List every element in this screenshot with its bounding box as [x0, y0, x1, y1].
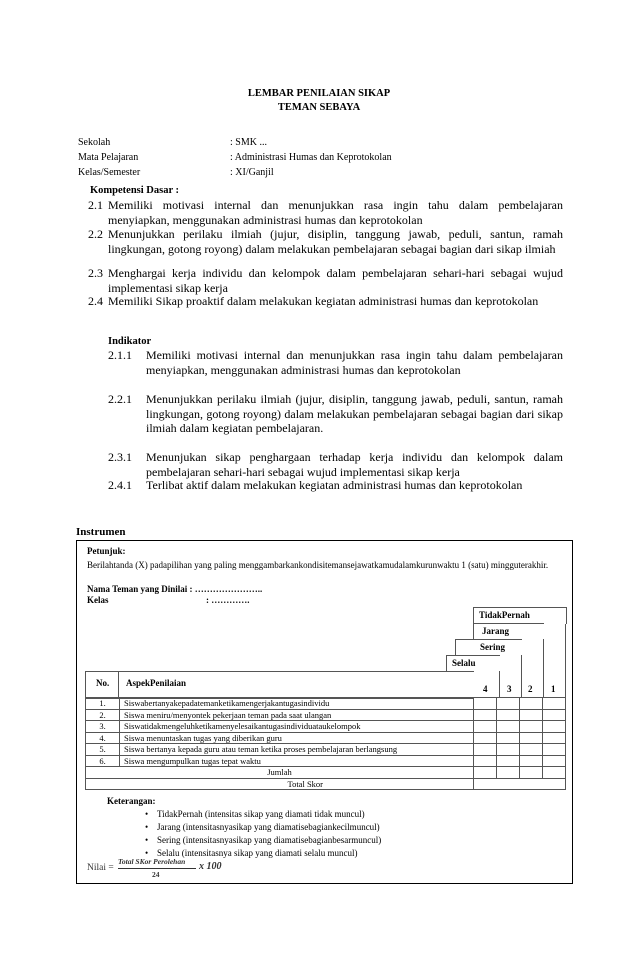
- header-score-2: 2: [528, 684, 533, 694]
- row-number: 6.: [86, 755, 120, 767]
- petunjuk-text: Berilahtanda (X) padapilihan yang paling menggambarkankondisitemansejawatkamudalamkurunwaktu 1 (satu) mingguterakhir.: [87, 560, 549, 570]
- level-jarang: [473, 623, 544, 640]
- info-label-kelas: Kelas/Semester: [78, 167, 141, 178]
- row-aspek: Siswa meniru/menyontek pekerjaan teman pada saat ulangan: [120, 709, 474, 721]
- row-number: 4.: [86, 732, 120, 744]
- info-value-mapel: : Administrasi Humas dan Keprotokolan: [230, 152, 392, 163]
- indikator-text: Menunjukan sikap penghargaan terhadap kerja individu dan kelompok dalam pembelajaran sehari-hari sebagai wujud implementasi sikap kerja: [146, 450, 563, 479]
- info-value-sekolah: : SMK ...: [230, 137, 267, 148]
- indikator-item: [108, 348, 563, 377]
- indikator-number: 2.4.1: [108, 478, 132, 492]
- indikator-number: 2.3.1: [108, 450, 132, 464]
- kd-item: [88, 266, 563, 295]
- divider: [118, 671, 119, 697]
- score-cell-2[interactable]: [520, 721, 543, 733]
- table-row: [86, 709, 566, 721]
- keterangan-item: • Sering (intensitasnyasikap yang diamatisebagianbesarmuncul): [157, 835, 381, 845]
- nilai-label: Nilai =: [87, 863, 114, 873]
- divider: [499, 671, 500, 697]
- kd-number: 2.2: [88, 227, 103, 241]
- table-row: [86, 744, 566, 756]
- row-aspek: Siswa menuntaskan tugas yang diberikan guru: [120, 732, 474, 744]
- jumlah-row: [86, 767, 566, 779]
- level-tidak-pernah: [473, 607, 567, 624]
- row-aspek: Siswa mengumpulkan tugas tepat waktu: [120, 755, 474, 767]
- row-aspek: Siswatidakmengeluhketikamenyelesaikantugasindividuataukelompok: [120, 721, 474, 733]
- score-cell-4[interactable]: [474, 732, 497, 744]
- formula-numerator: Total SKor Perolehan: [118, 857, 186, 866]
- jumlah-cell[interactable]: [543, 767, 566, 779]
- formula-times: x 100: [199, 861, 222, 872]
- table-row: [86, 698, 566, 710]
- level-tidak-pernah-label: TidakPernah: [479, 610, 530, 620]
- indikator-text: Terlibat aktif dalam melakukan kegiatan administrasi humas dan keprotokolan: [146, 478, 523, 492]
- row-number: 5.: [86, 744, 120, 756]
- row-aspek: Siswa bertanya kepada guru atau teman ketika proses pembelajaran berlangsung: [120, 744, 474, 756]
- score-cell-4[interactable]: [474, 709, 497, 721]
- total-skor-label: Total Skor: [86, 778, 474, 790]
- indikator-heading: Indikator: [108, 336, 152, 347]
- score-cell-4[interactable]: [474, 744, 497, 756]
- kelas-label: Kelas: [87, 595, 109, 605]
- score-cell-3[interactable]: [497, 732, 520, 744]
- row-aspek: Siswabertanyakepadatemanketikamengerjakantugasindividu: [120, 698, 474, 710]
- score-cell-4[interactable]: [474, 721, 497, 733]
- indikator-text: Memiliki motivasi internal dan menunjukkan rasa ingin tahu dalam pembelajaran menyiapkan, menggunakan administrasi humas dan keprotokolan: [146, 348, 563, 377]
- header-score-4: 4: [483, 684, 488, 694]
- row-number: 2.: [86, 709, 120, 721]
- indikator-item: [108, 478, 563, 493]
- page-subtitle: TEMAN SEBAYA: [277, 102, 361, 113]
- jumlah-label: Jumlah: [86, 767, 474, 779]
- instrumen-label: Instrumen: [76, 526, 126, 538]
- kd-heading: Kompetensi Dasar :: [90, 185, 180, 196]
- level-selalu-label: Selalu: [452, 658, 476, 668]
- score-cell-1[interactable]: [543, 721, 566, 733]
- score-cell-3[interactable]: [497, 755, 520, 767]
- total-skor-row: [86, 778, 566, 790]
- aspek-table: [85, 697, 566, 790]
- score-cell-2[interactable]: [520, 755, 543, 767]
- info-label-mapel: Mata Pelajaran: [78, 152, 139, 163]
- header-aspek: AspekPenilaian: [126, 678, 187, 688]
- kd-item: [88, 294, 563, 309]
- keterangan-label: Keterangan:: [107, 796, 156, 806]
- level-selalu: [446, 655, 500, 672]
- kd-text: Menghargai kerja individu dan kelompok dalam pembelajaran sehari-hari sebagai wujud implementasi sikap kerja: [108, 266, 563, 295]
- petunjuk-label: Petunjuk:: [87, 546, 126, 556]
- info-label-sekolah: Sekolah: [78, 137, 111, 148]
- kd-text: Memiliki Sikap proaktif dalam melakukan kegiatan administrasi humas dan keprotokolan: [108, 294, 539, 308]
- score-cell-4[interactable]: [474, 755, 497, 767]
- table-row: [86, 755, 566, 767]
- indikator-item: [108, 392, 563, 436]
- indikator-number: 2.2.1: [108, 392, 132, 406]
- kd-item: [88, 198, 563, 227]
- kd-number: 2.3: [88, 266, 103, 280]
- divider: [543, 639, 544, 697]
- header-score-1: 1: [551, 684, 556, 694]
- info-value-kelas: : XI/Ganjil: [230, 167, 274, 178]
- score-cell-4[interactable]: [474, 698, 497, 710]
- table-row: [86, 732, 566, 744]
- header-score-3: 3: [507, 684, 512, 694]
- score-cell-3[interactable]: [497, 698, 520, 710]
- level-sering-label: Sering: [480, 642, 506, 652]
- table-row: [86, 721, 566, 733]
- row-number: 1.: [86, 698, 120, 710]
- divider: [521, 655, 522, 697]
- score-cell-2[interactable]: [520, 744, 543, 756]
- score-cell-2[interactable]: [520, 698, 543, 710]
- formula-denominator: 24: [152, 870, 160, 879]
- kd-text: Memiliki motivasi internal dan menunjukkan rasa ingin tahu dalam pembelajaran menyiapkan, menggunakan administrasi humas dan keprotokolan: [108, 198, 563, 227]
- level-jarang-label: Jarang: [482, 626, 509, 636]
- jumlah-cell[interactable]: [497, 767, 520, 779]
- page-title: LEMBAR PENILAIAN SIKAP: [247, 88, 391, 99]
- kd-number: 2.4: [88, 294, 103, 308]
- row-number: 3.: [86, 721, 120, 733]
- score-cell-1[interactable]: [543, 732, 566, 744]
- score-cell-3[interactable]: [497, 744, 520, 756]
- score-cell-1[interactable]: [543, 709, 566, 721]
- score-cell-2[interactable]: [520, 732, 543, 744]
- score-cell-1[interactable]: [543, 698, 566, 710]
- score-cell-3[interactable]: [497, 721, 520, 733]
- keterangan-item: • TidakPernah (intensitas sikap yang diamati tidak muncul): [157, 809, 365, 819]
- indikator-item: [108, 450, 563, 479]
- level-sering: [455, 639, 522, 656]
- header-no: No.: [96, 678, 110, 688]
- jumlah-cell[interactable]: [474, 767, 497, 779]
- jumlah-cell[interactable]: [520, 767, 543, 779]
- fraction-bar: [118, 868, 196, 869]
- total-skor-cell[interactable]: [474, 778, 566, 790]
- kelas-value: : ………….: [206, 595, 250, 605]
- indikator-number: 2.1.1: [108, 348, 132, 362]
- kd-item: [88, 227, 563, 256]
- score-cell-3[interactable]: [497, 709, 520, 721]
- nama-teman-label: Nama Teman yang Dinilai : …………………..: [87, 584, 263, 594]
- keterangan-item: • Jarang (intensitasnyasikap yang diamatisebagiankecilmuncul): [157, 822, 380, 832]
- score-cell-2[interactable]: [520, 709, 543, 721]
- indikator-text: Menunjukkan perilaku ilmiah (jujur, disiplin, tanggung jawab, peduli, santun, ramah lingkungan, gotong royong) dalam melakukan pembelajaran sebagai bagian dari sikap ilmiah dalam kegiatan pembelajaran.: [146, 392, 563, 435]
- kd-text: Menunjukkan perilaku ilmiah (jujur, disiplin, tanggung jawab, peduli, santun, ramah lingkungan, gotong royong) dalam melakukan pembelajaran sebagai bagian dari sikap ilmiah: [108, 227, 563, 256]
- score-cell-1[interactable]: [543, 755, 566, 767]
- keterangan-item: • Selalu (intensitasnya sikap yang diamati selalu muncul): [157, 848, 357, 858]
- kd-number: 2.1: [88, 198, 103, 212]
- score-cell-1[interactable]: [543, 744, 566, 756]
